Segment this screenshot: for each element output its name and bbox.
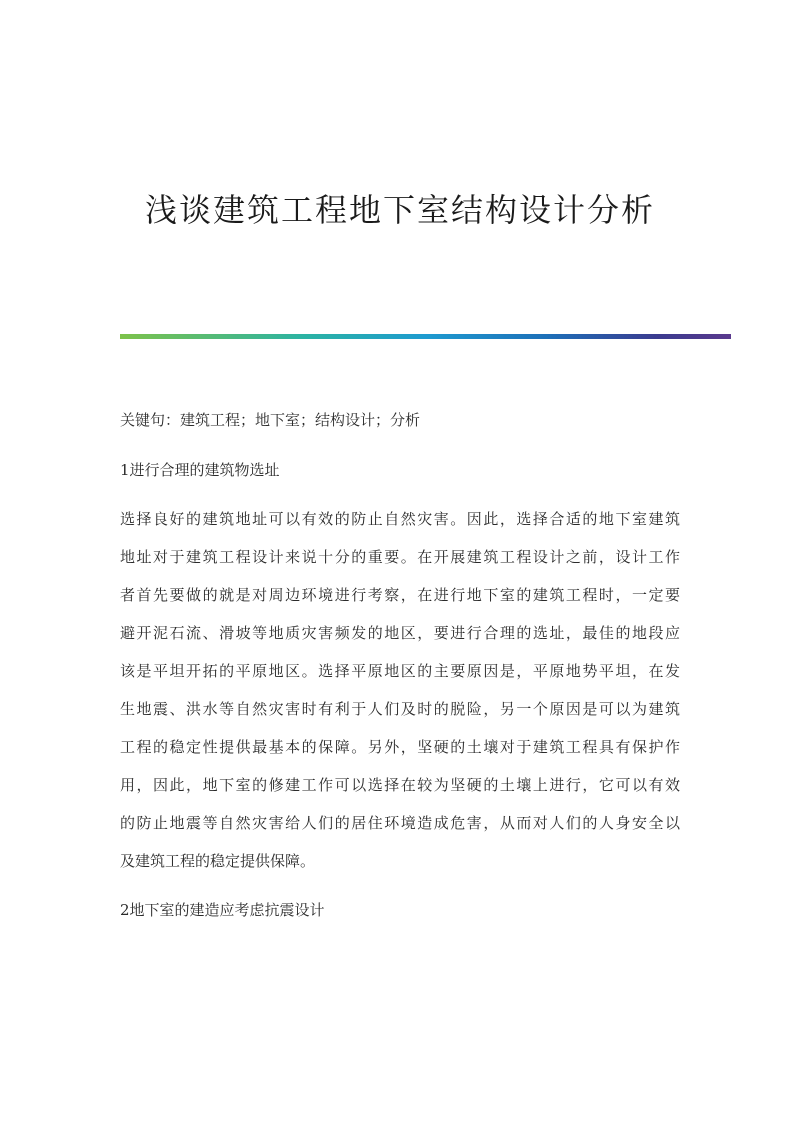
paragraph-line: 选择良好的建筑地址可以有效的防止自然灾害。因此，选择合适的地下室建筑 — [120, 510, 680, 528]
section-1-paragraph — [120, 505, 680, 885]
keywords-line: 关键句：建筑工程；地下室；结构设计；分析 — [120, 411, 421, 429]
section-2-heading: 2地下室的建造应考虑抗震设计 — [120, 901, 325, 919]
paragraph-line: 工程的稳定性提供最基本的保障。另外，坚硬的土壤对于建筑工程具有保护作 — [120, 738, 680, 756]
paragraph-line: 避开泥石流、滑坡等地质灾害频发的地区，要进行合理的选址，最佳的地段应 — [120, 624, 680, 642]
paragraph-line: 者首先要做的就是对周边环境进行考察，在进行地下室的建筑工程时，一定要 — [120, 586, 680, 604]
paragraph-line: 该是平坦开拓的平原地区。选择平原地区的主要原因是，平原地势平坦，在发 — [120, 662, 680, 680]
paragraph-line: 地址对于建筑工程设计来说十分的重要。在开展建筑工程设计之前，设计工作 — [120, 548, 680, 566]
paragraph-line: 用，因此，地下室的修建工作可以选择在较为坚硬的土壤上进行，它可以有效 — [120, 776, 680, 794]
document-title: 浅谈建筑工程地下室结构设计分析 — [144, 191, 655, 229]
document-body — [120, 405, 680, 925]
title-divider — [120, 334, 731, 339]
paragraph-line: 的防止地震等自然灾害给人们的居住环境造成危害，从而对人们的人身安全以 — [120, 814, 680, 832]
section-1-heading: 1进行合理的建筑物选址 — [120, 461, 280, 479]
paragraph-line: 生地震、洪水等自然灾害时有利于人们及时的脱险，另一个原因是可以为建筑 — [120, 700, 680, 718]
paragraph-line: 及建筑工程的稳定提供保障。 — [120, 852, 316, 870]
